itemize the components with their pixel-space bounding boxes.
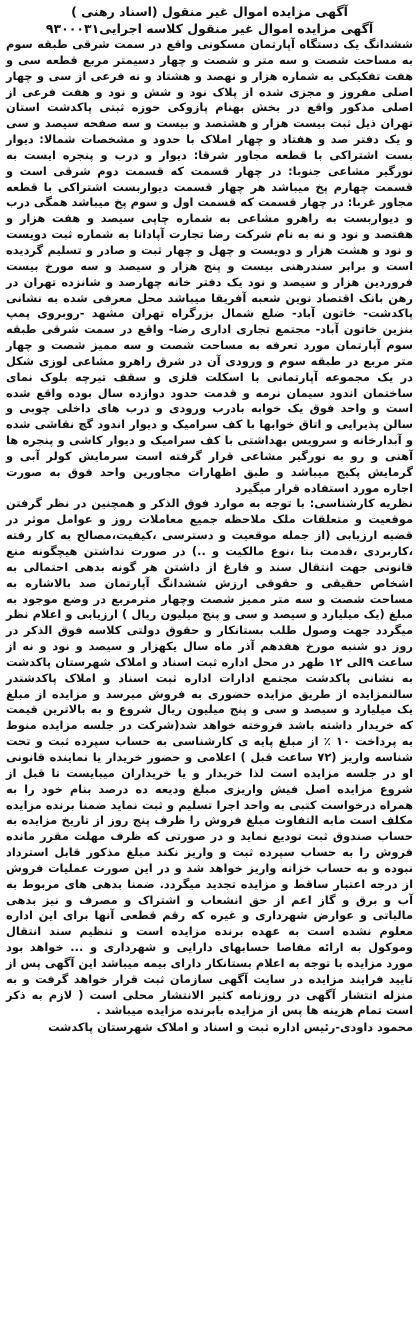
notice-heading: آگهی مزایده اموال غیر منقول (اسناد رهنی ) bbox=[71, 4, 348, 19]
expert-opinion-paragraph: نظریه کارشناسی: با توجه به موارد فوق الذکر و همچنین در نظر گرفتن موقعیت و متعلقات ملک ملاحظه جمیع معاملات روز و عوامل موثر در قضیه ارزیابی (از جمله موقعیت و دسترسی ،کیفیت،مصالح به کار رفته ،کاربردی ،قدمت بنا ،نوع مالکیت و ..) در صورت نداشتن هیچگونه منع قانونی جهت انتقال سند و فارغ از داشتن هر گونه بدهی احتمالی به اشخاص حقیقی و حقوقی ارزش ششدانگ آپارتمان صد بالاشاره به مساحت شصت و سه متر ممیز شصت وچهار مترمربع در وضع موجود به مبلغ (یک میلیارد و سیصد و سی و پنج میلیون ریال ) ارزیابی و اعلام نظر میگردد جهت وصول طلب بستانکار و حقوق دولتی کلاسه فوق الذکر در روز دو شنبه مورخ هفدهم آذر ماه سال یکهزار و سیصد و نود و نه از ساعت ۹الی ۱۲ ظهر در محل اداره ثبت اسناد و املاک شهرستان پاکدشت به نشانی پاکدشت مجتمع ادارات اداره ثبت اسناد و املاک پاکدشتدر سالنمزایده از طریق مزایده حضوری به فروش میرسد و مزایده از مبلغ یک میلیارد و سیصد و سی و پنج میلیون ریال شروع و به بالاترین قیمت که خریدار داشته باشد فروخته خواهد شد(شرکت در جلسه مزایده منوط به پرداخت ۱۰ ٪ از مبلغ پایه ی کارشناسی به حساب سپرده ثبت و تحت شناسه واریز (۷۲ ساعت قبل ) اعلامی و حضور خریدار یا نماینده قانونی او در جلسه مزایده است لذا خریدار و یا خریداران میبایست تا قبل از شروع مزایده اصل فیش واریزی مبلغ ودیعه ده درصد بنام خود را به همراه درخواست کتبی به واحد اجرا تسلیم و ثبت نماید ضمنا برنده مزایده مکلف است مابه التفاوت مبلغ فروش را ظرف پنج روز از تاریخ مزایده به حساب صندوق ثبت تودیع نماید و در صورتی که ظرف مهلت مقرر مانده فروش را به حساب سپرده ثبت و واریز نکند مبلغ مذکور قابل استرداد نبوده و به حساب خزانه واریز خواهد شد و در این صورت عملیات فروش از درجه اعتبار ساقط و مزایده تجدید میگردد. ضمنا بدهی های مربوط به آب و برق و گاز اعم از حق انشعاب و اشتراک و مصرف و نیز بدهی مالیاتی و عوارض شهرداری و غیره که رقم قطعی آنها برای این اداره معلوم نشده است به عهده برنده مزایده است و تنظیم سند انتقال وموکول به ارائه مفاصا حسابهای دارایی و شهرداری و ... خواهد بود مورد مزایده با توجه به اعلام بستانکار دارای بیمه میباشد این آگهی پس از تایید فرایند مزایده در سایت آگهی سازمان ثبت قرار خواهد گرفت و به منزله انتشار آگهی در روزنامه کثیر الانتشار محلی است ( لازم به ذکر است تمام هزینه ها پس از مزایده بابرنده مزایده میباشد . bbox=[6, 496, 414, 1018]
property-description-paragraph: ششدانگ یک دستگاه آپارتمان مسکونی واقع در سمت شرقی طبقه سوم به مساحت شصت و سه متر و شصت و چهار دسیمتر مربع قطعه سی و هفت تفکیکی به شماره هزار و نهصد و هشتاد و نه فرعی از سی و چهار اصلی مفروز و مجزی شده از پلاک نود و شش و نود و هفت فرعی از اصلی مذکور واقع در بخش بهنام پازوکی حوزه ثبتی پاکدشت استان تهران ذیل ثبت بیست هزار و هشتصد و بیست و سه صفحه سیصد و سی و یک دفتر صد و هفتاد و چهار املاک با حدود و مشخصات شمالا: دیوار بست اشتراکی با قطعه مجاور شرقا: دیوار و درب و پنجره ایست به نورگیر مشاعی جنوبا: در چهار قسمت که قسمت دوم شرقی است و قسمت چهارم پخ میباشد هر چهار قسمت دیواربست اشتراکی با قطعه مجاور غربا: در چهار قسمت که قسمت اول و سوم پخ میباشد همگی درب و دیواربست به راهرو مشاعی به شماره چاپی سیصد و هفت هزار و هفتصد و نود و نه به نام شرکت رضا تجارت آپادانا به شماره ثبت دویست و نود و هشت هزار و دویست و چهل و چهار ثبت و صادر و تسلیم گردیده است و برابر سندرهنی بیست و پنج هزار و سیصد و سه مورخ بیست فروردین هزار و سیصد و نود یک دفتر خانه چهارصد و شانزده تهران در رهن بانک اقتصاد نوین شعبه آفریقا میباشد محل معرفی شده به نشانی پاکدشت- خاتون آباد- ضلع شمال بزرگراه تهران مشهد -روبروی پمپ بنزین خاتون آباد- مجتمع تجاری اداری رضا- واقع در سمت شرقی طبقه سوم آپارتمان مورد تعرفه به مساحت شصت و سه ممیز شصت و چهار متر مربع در طبقه سوم و ورودی آن در شرق راهرو مشاعی لوزی شکل در یک مجموعه آپارتمانی با اسکلت فلزی و سقف تیرچه بلوک نمای ساختمان اندود سیمان نرمه و قدمت حدود دوازده سال بوده واقع شده است و واحد فوق یک خوابه بادرب ورودی و درب های داخلی چوبی و سالن پذیرایی و اتاق خوابها با کف سرامیک و دیوار اندود گچ نقاشی شده و آبدارخانه و سرویس بهداشتی با کف سرامیک و دیوار کاشی و پنجره ها آهنی و رو به نورگیر مشاعی قرار گرفته است سرمایش کولر آبی و گرمایش پکیج میباشد و طبق اظهارات مجاورین واحد فوق به صورت اجاره مورد استفاده قرار میگیرد bbox=[6, 37, 413, 495]
notice-subheading: آگهی مزایده اموال غیر منقول کلاسه اجرایی۹۳۰۰۰۳۱ bbox=[45, 21, 374, 36]
signature-line: محمود داودی-رئیس اداره ثبت و اسناد و املاک شهرستان پاکدشت bbox=[48, 1020, 413, 1035]
